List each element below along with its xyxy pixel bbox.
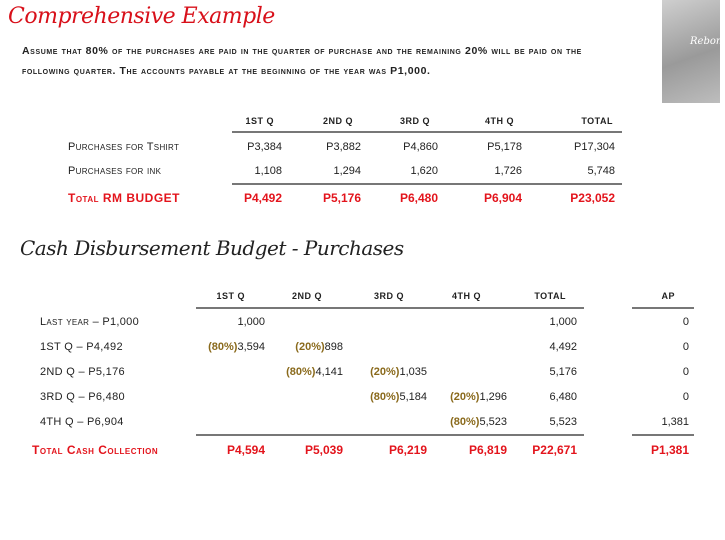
row-label: Last year – P1,000 [40,316,140,328]
amount: 1,381 [661,416,689,428]
amount: 1,000 [549,316,577,328]
total-value: P6,904 [483,191,522,205]
cell-value [661,416,689,428]
percent-label: (20%) [370,366,400,378]
row-label: 2ND Q – P5,176 [40,366,125,378]
total-value: P5,039 [304,443,343,457]
amount: 5,184 [399,391,427,403]
row-label: Purchases for Tshirt [68,141,180,153]
divider [632,307,694,309]
cell-value [549,416,577,428]
cell-value [237,316,265,328]
cell-value [549,341,577,353]
cell-value [370,366,427,378]
cell-value: 1,726 [494,165,522,177]
total-value: P5,176 [322,191,361,205]
column-header: 4TH Q [451,291,481,301]
column-header: TOTAL [534,291,566,301]
percent-label: (80%) [208,341,238,353]
cell-value [683,391,689,403]
divider [632,434,694,436]
cell-value: 1,294 [333,165,361,177]
divider [196,307,584,309]
percent-label: (20%) [450,391,480,403]
cell-value [549,316,577,328]
cell-value: P3,384 [247,141,282,153]
column-header: 4TH Q [484,116,514,126]
amount: 898 [324,341,343,353]
amount: 3,594 [237,341,265,353]
divider [232,131,622,133]
section-title: Cash Disbursement Budget - Purchases [20,236,404,260]
total-value: P6,819 [468,443,507,457]
divider [196,434,584,436]
percent-label: (80%) [286,366,316,378]
total-label: Total Cash Collection [32,443,159,457]
amount: 1,000 [237,316,265,328]
amount: 4,141 [315,366,343,378]
column-header: AP [661,291,675,301]
column-header: 2ND Q [291,291,322,301]
cell-value [683,316,689,328]
total-value: P1,381 [650,443,689,457]
column-header: 2ND Q [322,116,353,126]
amount: 0 [682,366,689,378]
divider [232,183,622,185]
total-value: P23,052 [570,191,615,205]
cell-value [450,391,507,403]
cell-value [450,416,507,428]
cell-value [549,366,577,378]
cell-value: 1,620 [410,165,438,177]
column-header: 3RD Q [373,291,404,301]
total-value: P4,492 [243,191,282,205]
amount: 5,523 [549,416,577,428]
intro-line-2: following quarter. The accounts payable at the beginning of the year was P1,000. [22,65,431,77]
total-value: P6,219 [388,443,427,457]
column-header: 1ST Q [245,116,274,126]
row-label: 4TH Q – P6,904 [40,416,124,428]
amount: 5,176 [549,366,577,378]
page-title: Comprehensive Example [8,4,275,29]
cell-value: 5,748 [587,165,615,177]
row-label: Purchases for ink [68,165,162,177]
presenter-photo: Rebom [662,0,720,103]
total-label: Total RM BUDGET [68,191,181,205]
column-header: TOTAL [581,116,613,126]
cell-value [370,391,427,403]
amount: 5,523 [479,416,507,428]
cell-value [683,341,689,353]
percent-label: (80%) [370,391,400,403]
cell-value [295,341,343,353]
percent-label: (20%) [295,341,325,353]
column-header: 3RD Q [399,116,430,126]
total-value: P22,671 [532,443,577,457]
cell-value [549,391,577,403]
cell-value: P17,304 [574,141,615,153]
row-label: 3RD Q – P6,480 [40,391,125,403]
row-label: 1ST Q – P4,492 [40,341,123,353]
cell-value: 1,108 [254,165,282,177]
amount: 0 [682,316,689,328]
cell-value [683,366,689,378]
cell-value [286,366,343,378]
cell-value [208,341,265,353]
cell-value: P4,860 [403,141,438,153]
amount: 1,035 [399,366,427,378]
total-value: P4,594 [226,443,265,457]
total-value: P6,480 [399,191,438,205]
column-header: 1ST Q [216,291,245,301]
amount: 0 [682,391,689,403]
percent-label: (80%) [450,416,480,428]
amount: 4,492 [549,341,577,353]
amount: 0 [682,341,689,353]
cell-value: P3,882 [326,141,361,153]
cell-value: P5,178 [487,141,522,153]
amount: 1,296 [479,391,507,403]
intro-line-1: Assume that 80% of the purchases are paid in the quarter of purchase and the remaining 20% will be paid on the [22,45,582,57]
amount: 6,480 [549,391,577,403]
